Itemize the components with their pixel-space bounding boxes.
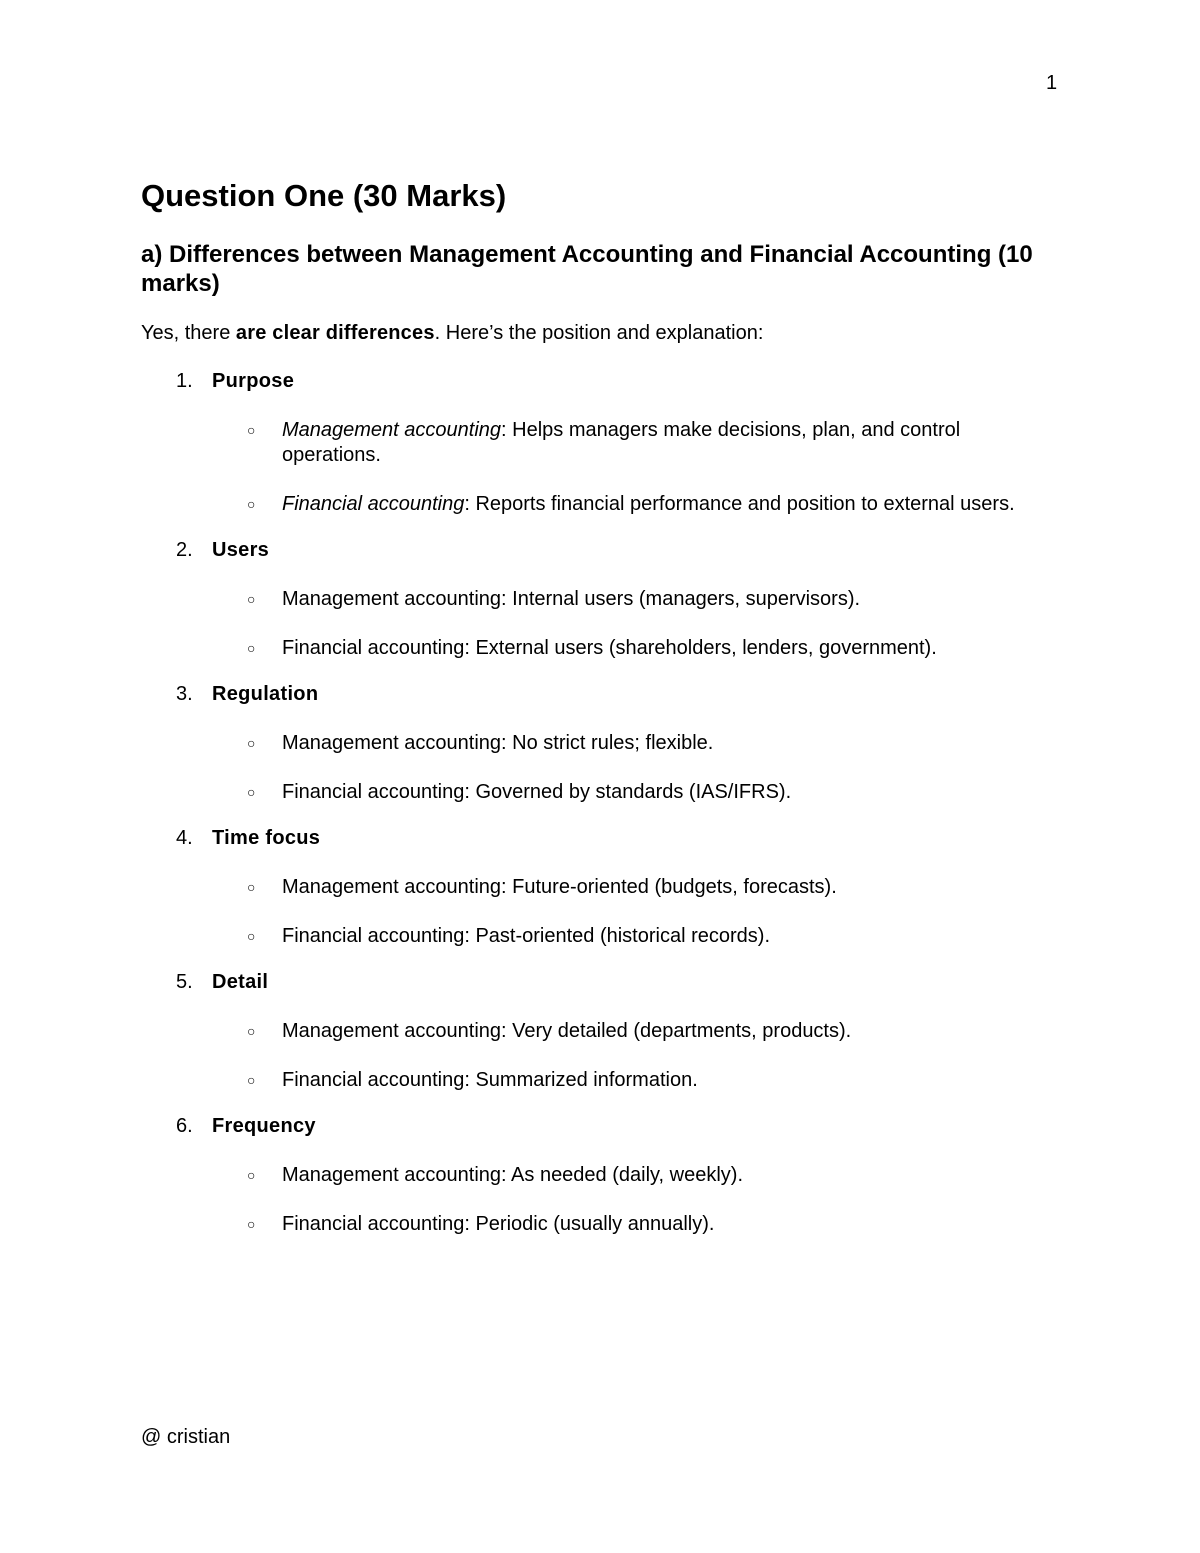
page-title: Question One (30 Marks) <box>141 178 507 213</box>
list-number: 5. <box>176 971 193 993</box>
sub-item-term: Financial accounting <box>282 493 465 515</box>
sub-item-text: : Reports financial performance and position to external users. <box>464 493 1015 515</box>
sub-item-text: Management accounting: As needed (daily, weekly). <box>282 1164 744 1186</box>
sub-item-text: Financial accounting: Periodic (usually annually). <box>282 1213 715 1235</box>
circle-bullet-icon: ○ <box>247 591 256 607</box>
sub-item-text: Financial accounting: Past-oriented (historical records). <box>282 925 770 947</box>
sub-item-text: Management accounting: No strict rules; flexible. <box>282 732 714 754</box>
sub-item <box>141 780 1061 805</box>
sub-item-text: : Helps managers make decisions, plan, and control operations. <box>282 419 961 466</box>
list-label: Detail <box>212 971 269 993</box>
sub-item <box>141 731 1061 756</box>
circle-bullet-icon: ○ <box>247 879 256 895</box>
sub-list <box>141 875 1061 949</box>
intro-paragraph <box>141 320 1061 346</box>
sub-item-text: Management accounting: Internal users (managers, supervisors). <box>282 588 861 610</box>
intro-text-bold: are clear differences <box>235 322 435 344</box>
circle-bullet-icon: ○ <box>247 1216 256 1232</box>
list-number: 1. <box>176 370 193 392</box>
section-heading: a) Differences between Management Accounting and Financial Accounting (10 marks) <box>141 241 1033 297</box>
sub-list <box>141 418 1061 517</box>
sub-item <box>141 418 1061 468</box>
circle-bullet-icon: ○ <box>247 784 256 800</box>
circle-bullet-icon: ○ <box>247 496 256 512</box>
footer-author: @ cristian <box>141 1426 231 1448</box>
sub-item <box>141 1212 1061 1237</box>
circle-bullet-icon: ○ <box>247 422 256 438</box>
sub-item <box>141 924 1061 949</box>
sub-item-text: Financial accounting: Governed by standards (IAS/IFRS). <box>282 781 792 803</box>
sub-list <box>141 1163 1061 1237</box>
sub-item <box>141 492 1061 517</box>
sub-item-text: Management accounting: Future-oriented (budgets, forecasts). <box>282 876 837 898</box>
list-item-regulation <box>141 681 1061 805</box>
page-number: 1 <box>1046 72 1058 94</box>
list-item-frequency <box>141 1113 1061 1237</box>
intro-text-before: Yes, there <box>141 322 236 344</box>
list-number: 6. <box>176 1115 193 1137</box>
document-body <box>141 176 1061 1237</box>
circle-bullet-icon: ○ <box>247 735 256 751</box>
sub-item-term: Management accounting <box>282 419 502 441</box>
sub-item <box>141 636 1061 661</box>
list-item-time-focus <box>141 825 1061 949</box>
sub-item <box>141 1068 1061 1093</box>
circle-bullet-icon: ○ <box>247 640 256 656</box>
circle-bullet-icon: ○ <box>247 1023 256 1039</box>
circle-bullet-icon: ○ <box>247 1167 256 1183</box>
list-label: Purpose <box>212 370 295 392</box>
intro-text-after: . Here’s the position and explanation: <box>434 322 764 344</box>
sub-item <box>141 1019 1061 1044</box>
list-number: 4. <box>176 827 193 849</box>
sub-item-text: Financial accounting: External users (shareholders, lenders, government). <box>282 637 937 659</box>
sub-item-text: Management accounting: Very detailed (departments, products). <box>282 1020 852 1042</box>
list-item-detail <box>141 969 1061 1093</box>
circle-bullet-icon: ○ <box>247 928 256 944</box>
list-label: Regulation <box>212 683 319 705</box>
list-number: 3. <box>176 683 193 705</box>
sub-list <box>141 1019 1061 1093</box>
circle-bullet-icon: ○ <box>247 1072 256 1088</box>
sub-item <box>141 875 1061 900</box>
sub-item <box>141 1163 1061 1188</box>
list-label: Time focus <box>212 827 321 849</box>
list-item-purpose <box>141 368 1061 517</box>
list-item-users <box>141 537 1061 661</box>
sub-list <box>141 587 1061 661</box>
list-label: Frequency <box>212 1115 316 1137</box>
sub-list <box>141 731 1061 805</box>
sub-item <box>141 587 1061 612</box>
list-number: 2. <box>176 539 193 561</box>
sub-item-text: Financial accounting: Summarized information. <box>282 1069 698 1091</box>
difference-list <box>141 368 1061 1237</box>
list-label: Users <box>212 539 270 561</box>
